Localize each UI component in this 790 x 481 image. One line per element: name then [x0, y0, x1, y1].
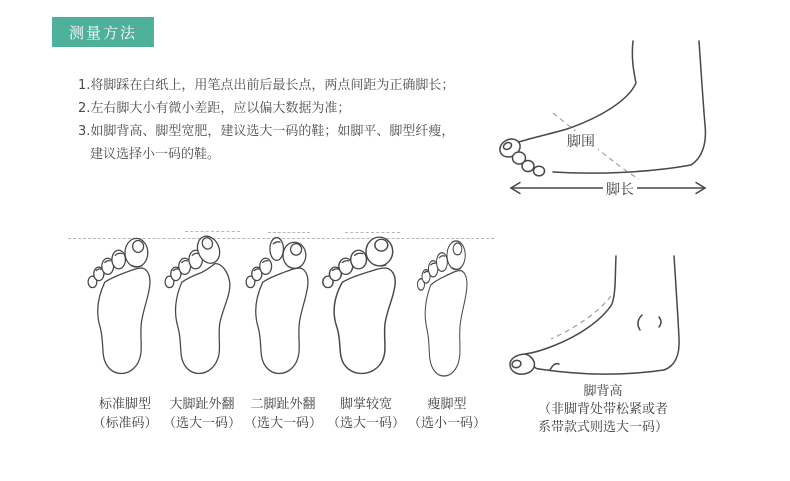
foot-instep-diagram [495, 252, 725, 387]
instep-note-line: （非脚背处带松紧或者 [537, 402, 668, 417]
foot-type-wide [325, 229, 407, 433]
foot-type-advice: （选大一码） [243, 416, 322, 431]
foot-type-label [84, 395, 166, 433]
foot-type-label [406, 395, 488, 433]
foot-type-name: 瘦脚型 [427, 397, 467, 412]
instruction-line-3: 3.如脚背高、脚型宽肥，建议选大一码的鞋；如脚平、脚型纤瘦， [78, 124, 455, 139]
foot-sole-wide-illustration [328, 229, 404, 377]
foot-type-name: 大脚趾外翻 [169, 397, 235, 412]
leg-heel-line [691, 41, 705, 165]
foot-type-advice: （选小一码） [407, 416, 486, 431]
foot-length-diagram [495, 25, 775, 200]
foot-type-advice: （选大一码） [162, 416, 241, 431]
foot-type-standard [84, 229, 166, 433]
foot-type-advice: （选大一码） [326, 416, 405, 431]
leg-instep-line [519, 41, 636, 142]
instruction-line-2: 2.左右脚大小有微小差距，应以偏大数据为准； [78, 101, 351, 116]
foot-type-big-toe-valgus [161, 229, 243, 433]
foot-type-label [161, 395, 243, 433]
sole-line [539, 369, 664, 374]
measurement-instructions [78, 74, 538, 166]
instep-title: 脚背高 [583, 384, 623, 399]
foot-type-label [325, 395, 407, 433]
foot-type-name: 脚掌较宽 [339, 397, 392, 412]
leg-heel-line [664, 256, 679, 370]
foot-sole-thin-illustration [409, 229, 485, 377]
foot-type-name: 二脚趾外翻 [250, 397, 316, 412]
ankle-marks [638, 315, 661, 330]
instruction-line-1: 1.将脚踩在白纸上，用笔点出前后最长点，两点间距为正确脚长； [78, 78, 455, 93]
instep-note-line: 系带款式则选大一码） [537, 420, 668, 435]
foot-sole-second-toe-illustration [245, 229, 321, 377]
foot-type-advice: （标准码） [92, 416, 158, 431]
foot-type-thin [406, 229, 488, 433]
length-label: 脚长 [603, 179, 637, 199]
instruction-line-4: 建议选择小一码的鞋。 [90, 147, 221, 162]
girth-label: 脚围 [564, 131, 598, 151]
foot-type-second-toe-out [242, 229, 324, 433]
foot-sole-standard-illustration [87, 229, 163, 377]
sole-line [553, 165, 691, 173]
section-title-badge: 测量方法 [52, 17, 154, 47]
foot-sole-valgus-illustration [164, 229, 240, 377]
foot-type-name: 标准脚型 [98, 397, 151, 412]
instep-note [492, 383, 714, 437]
foot-type-label [242, 395, 324, 433]
